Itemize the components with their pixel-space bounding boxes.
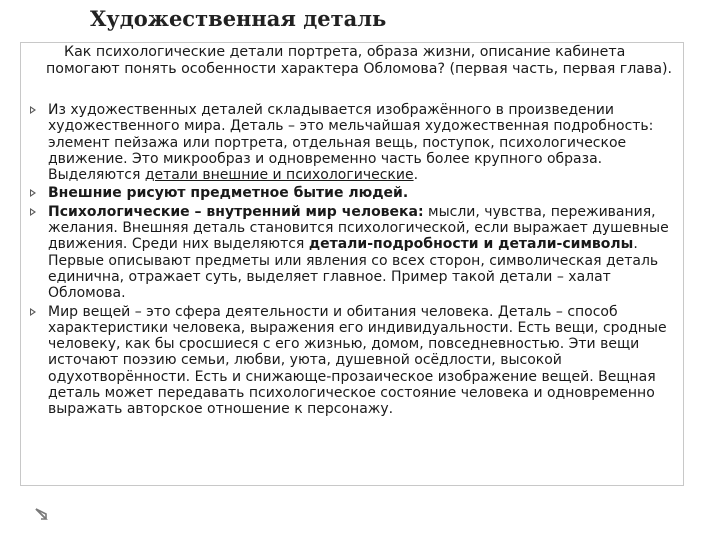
bullet-list bbox=[30, 102, 685, 420]
slide-nav-arrow-icon[interactable] bbox=[34, 507, 48, 521]
underlined-term: детали внешние и психологические bbox=[144, 167, 414, 184]
bullet-text: . Первые описывают предметы или явления со всех сторон, символическая деталь единична, отражает суть, выделяет главное. Пример такой детали – халат Обломова. bbox=[48, 236, 659, 302]
bullet-text: Мир вещей – это сфера деятельности и обитания человека. Деталь – способ характеристики человека, выражения его индивидуальности. Есть вещи, сродные человеку, как бы сросшиеся с его жизнью, домом, повседневностью. Эти вещи источают поэзию семьи, любви, уюта, душевной осёдлости, высокой одухотворённости. Есть и снижающе-прозаическое изображение вещей. Вещная деталь может передавать психологическое состояние человека и одновременно выражать авторское отношение к персонажу. bbox=[48, 303, 667, 418]
bullet-item-details bbox=[30, 102, 685, 183]
bullet-text: Из художественных деталей складывается изображённого в произведении художественного мира. Деталь – это мельчайшая художественная подробность: элемент пейзажа или портрета, отдельная вещь, поступок, психологическое движение. Это микрообраз и одновременно часть более крупного образа. Выделяются bbox=[48, 102, 654, 184]
triangle-bullet-icon bbox=[30, 208, 36, 216]
triangle-bullet-icon bbox=[30, 189, 36, 197]
triangle-bullet-icon bbox=[30, 308, 36, 316]
bullet-item-world-of-things bbox=[30, 304, 685, 418]
bullet-text: . bbox=[413, 167, 419, 184]
slide-title: Художественная деталь bbox=[90, 6, 387, 31]
bold-term: детали-подробности и детали-символы bbox=[308, 236, 634, 253]
bold-term: Внешние рисуют предметное бытие людей. bbox=[48, 185, 409, 202]
bullet-item-psychological bbox=[30, 204, 685, 302]
triangle-bullet-icon bbox=[30, 106, 36, 114]
bullet-text: мысли, чувства, переживания, желания. Внешняя деталь становится психологической, если выражает душевные движения. Среди них выделяются bbox=[48, 203, 669, 253]
intro-question: Как психологические детали портрета, образа жизни, описание кабинета помогают понять особенности характера Обломова? (первая часть, первая глава). bbox=[46, 44, 673, 77]
bold-term: Психологические – внутренний мир человека: bbox=[48, 203, 424, 220]
bullet-item-external bbox=[30, 185, 685, 201]
